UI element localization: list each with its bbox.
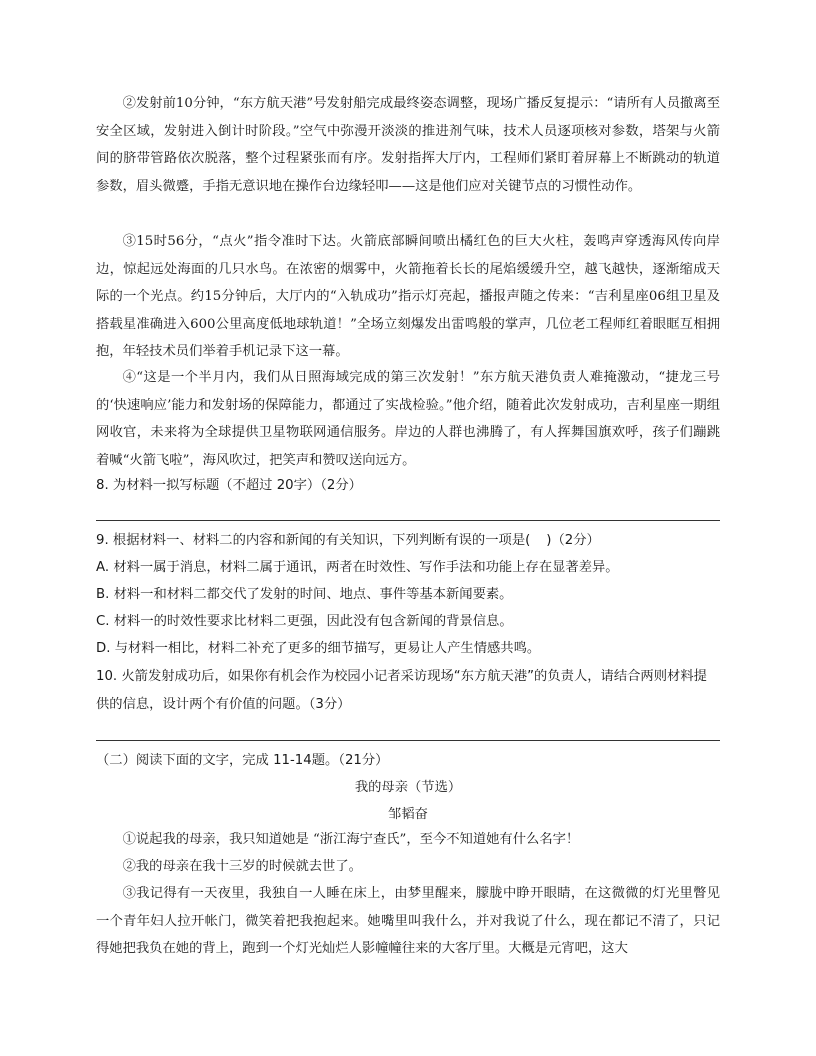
question-9-option-a: A. 材料一属于消息，材料二属于通讯，两者在时效性、写作手法和功能上存在显著差异。: [96, 560, 619, 575]
section-2-heading: （二）阅读下面的文字，完成 11-14题。（21分）: [96, 753, 389, 768]
question-9-score: )（2分）: [546, 533, 600, 548]
question-8: 8. 为材料一拟写标题（不超过 20字）（2分）: [96, 478, 362, 493]
article-paragraph-2: ②我的母亲在我十三岁的时候就去世了。: [122, 859, 362, 874]
question-9-option-c: C. 材料一的时效性要求比材料二更强，因此没有包含新闻的背景信息。: [96, 614, 513, 629]
article-title: 我的母亲（节选）: [354, 780, 462, 795]
material-paragraph-2: ②发射前10分钟，“东方航天港”号发射船完成最终姿态调整，现场广播反复提示：“请所有人员撤离至安全区域，发射进入倒计时阶段。”空气中弥漫开淡淡的推进剂气味，技术人员逐项核对参数，塔架与火箭间的脐带管路依次脱落，整个过程紧张而有序。发射指挥大厅内，工程师们紧盯着屏幕上不断跳动的轨道参数，眉头微蹙，手指无意识地在操作台边缘轻叩——这是他们应对关键节点的习惯性动作。: [96, 96, 720, 194]
material-paragraph-4: ④“这是一个半月内，我们从日照海域完成的第三次发射！”东方航天港负责人难掩激动，“捷龙三号的‘快速响应’能力和发射场的保障能力，都通过了实战检验。”他介绍，随着此次发射成功，吉利星座一期组网收官，未来将为全球提供卫星物联网通信服务。岸边的人群也沸腾了，有人挥舞国旗欢呼，孩子们蹦跳着喊“火箭飞啦”，海风吹过，把笑声和赞叹送向远方。: [96, 370, 720, 468]
question-9-option-b: B. 材料一和材料二都交代了发射的时间、地点、事件等基本新闻要素。: [96, 587, 513, 602]
material-paragraph-3: ③15时56分，“点火”指令准时下达。火箭底部瞬间喷出橘红色的巨大火柱，轰鸣声穿透海风传向岸边，惊起远处海面的几只水鸟。在浓密的烟雾中，火箭拖着长长的尾焰缓缓升空，越飞越快，逐渐缩成天际的一个光点。约15分钟后，大厅内的“入轨成功”指示灯亮起，播报声随之传来：“吉利星座06组卫星及搭载星准确进入600公里高度低地球轨道！”全场立刻爆发出雷鸣般的掌声，几位老工程师红着眼眶互相拥抱，年轻技术员们举着手机记录下这一幕。: [96, 234, 720, 359]
question-9-stem: [96, 531, 720, 551]
article-paragraph-3: ③我记得有一天夜里，我独自一人睡在床上，由梦里醒来，朦胧中睁开眼睛，在这微微的灯光里瞥见一个青年妇人拉开帐门，微笑着把我抱起来。她嘴里叫我什么，并对我说了什么，现在都记不清了，只记得她把我负在她的背上，跑到一个灯光灿烂人影幢幢往来的大客厅里。大概是元宵吧，这大: [96, 886, 720, 956]
answer-line-q8[interactable]: [96, 520, 720, 521]
article-author: 邹韬奋: [388, 807, 428, 822]
answer-line-q10[interactable]: [96, 740, 720, 741]
question-9-option-d: D. 与材料一相比，材料二补充了更多的细节描写，更易让人产生情感共鸣。: [96, 641, 541, 656]
question-9-stem-text: 9. 根据材料一、材料二的内容和新闻的有关知识，下列判断有误的一项是(: [96, 533, 531, 548]
article-paragraph-1: ①说起我的母亲，我只知道她是 “浙江海宁查氏”，至今不知道她有什么名字！: [122, 832, 580, 847]
question-10: 10. 火箭发射成功后，如果你有机会作为校园小记者采访现场“东方航天港”的负责人，请结合两则材料提供的信息，设计两个有价值的问题。（3分）: [96, 669, 707, 712]
